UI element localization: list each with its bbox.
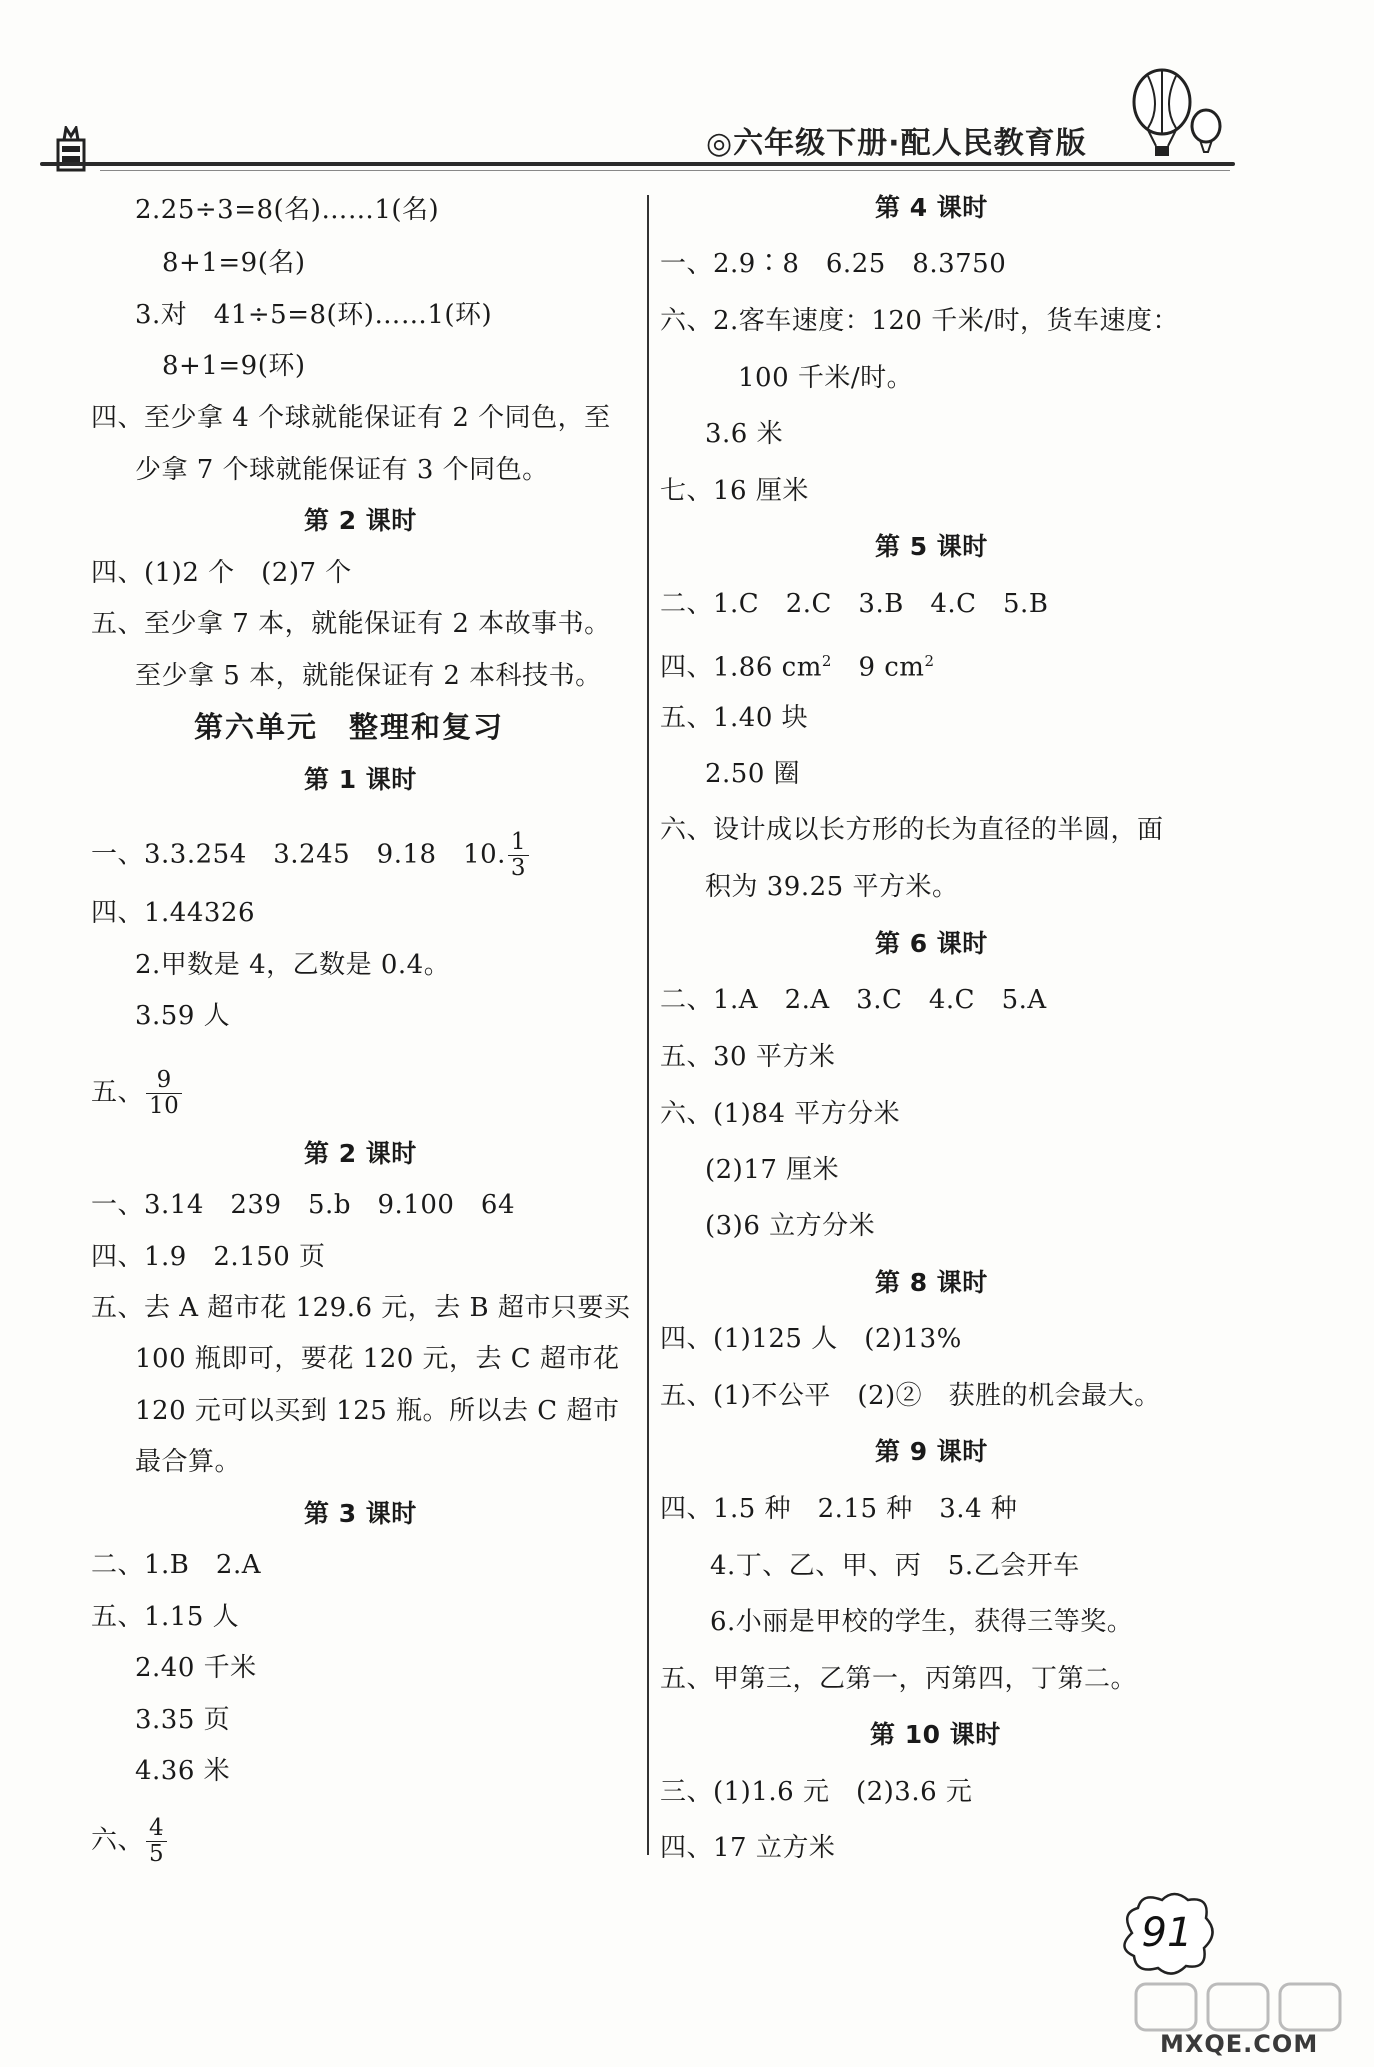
fraction bbox=[146, 1068, 182, 1119]
fraction-denominator: 3 bbox=[510, 855, 527, 881]
superscript: 2 bbox=[821, 652, 832, 670]
answer-line: 四、1.5 种 2.15 种 3.4 种 bbox=[660, 1494, 1018, 1524]
column-divider bbox=[647, 195, 649, 1855]
answer-line bbox=[660, 645, 935, 684]
answer-line: 8+1=9(名) bbox=[162, 248, 306, 278]
fraction-numerator: 4 bbox=[146, 1816, 167, 1842]
answer-line: 3.对 41÷5=8(环)……1(环) bbox=[135, 300, 493, 330]
lesson-heading: 第 10 课时 bbox=[870, 1720, 1001, 1749]
answer-line: 2.50 圈 bbox=[705, 759, 801, 789]
fraction bbox=[146, 1816, 167, 1867]
answer-line: 一、2.9∶8 6.25 8.3750 bbox=[660, 249, 1007, 279]
answer-line: 8+1=9(环) bbox=[162, 351, 306, 381]
answer-line: 四、(1)2 个 (2)7 个 bbox=[91, 558, 352, 588]
answer-line: 三、(1)1.6 元 (2)3.6 元 bbox=[660, 1777, 973, 1807]
answer-line: 四、1.44326 bbox=[91, 898, 256, 928]
lesson-heading: 第 4 课时 bbox=[875, 193, 988, 222]
answer-text: 四、1.86 cm bbox=[660, 652, 822, 683]
answer-line: 少拿 7 个球就能保证有 3 个同色。 bbox=[135, 455, 549, 485]
header-rule bbox=[40, 162, 1235, 166]
answer-line: 五、30 平方米 bbox=[660, 1042, 836, 1072]
fraction-numerator: 1 bbox=[508, 830, 529, 856]
answer-line: 五、甲第三，乙第一，丙第四，丁第二。 bbox=[660, 1664, 1138, 1694]
answer-line: 二、1.A 2.A 3.C 4.C 5.A bbox=[660, 985, 1047, 1015]
unit-heading: 第六单元 整理和复习 bbox=[194, 710, 505, 744]
fraction-numerator: 9 bbox=[146, 1068, 182, 1094]
answer-line: 七、16 厘米 bbox=[660, 476, 809, 506]
answer-line: 六、设计成以长方形的长为直径的半圆，面 bbox=[660, 815, 1164, 845]
watermark-text: MXQE.COM bbox=[1160, 2030, 1319, 2058]
answer-line: 一、3.14 239 5.b 9.100 64 bbox=[91, 1190, 515, 1220]
answer-line: 4.丁、乙、甲、丙 5.乙会开车 bbox=[710, 1551, 1080, 1581]
header-title: ◎六年级下册·配人民教育版 bbox=[706, 126, 1087, 161]
answer-line: 最合算。 bbox=[135, 1447, 242, 1477]
answer-line: 积为 39.25 平方米。 bbox=[705, 872, 959, 902]
page-number: 91 bbox=[1141, 1910, 1193, 1956]
answer-line: 二、1.C 2.C 3.B 4.C 5.B bbox=[660, 589, 1049, 619]
answer-line: 二、1.B 2.A bbox=[91, 1550, 261, 1580]
answer-line bbox=[91, 830, 531, 881]
answer-line: 五、(1)不公平 (2)② 获胜的机会最大。 bbox=[660, 1381, 1161, 1411]
hot-air-balloon-icon bbox=[1128, 66, 1228, 166]
answer-line: 四、1.9 2.150 页 bbox=[91, 1242, 326, 1272]
fraction-denominator: 5 bbox=[149, 1841, 165, 1867]
answer-line: 6.小丽是甲校的学生，获得三等奖。 bbox=[710, 1607, 1134, 1637]
lesson-heading: 第 6 课时 bbox=[875, 929, 988, 958]
answer-line: 四、至少拿 4 个球就能保证有 2 个同色，至 bbox=[91, 403, 611, 433]
answer-line: 4.36 米 bbox=[135, 1756, 231, 1786]
answer-line bbox=[91, 1068, 184, 1119]
answer-line: 四、(1)125 人 (2)13% bbox=[660, 1324, 962, 1354]
answer-line: 3.59 人 bbox=[135, 1001, 231, 1031]
answer-line: 2.甲数是 4，乙数是 0.4。 bbox=[135, 950, 451, 980]
answer-line: 100 瓶即可，要花 120 元，去 C 超市花 bbox=[135, 1344, 620, 1374]
lesson-heading: 第 8 课时 bbox=[875, 1268, 988, 1297]
answer-line: 五、1.15 人 bbox=[91, 1602, 240, 1632]
lesson-heading: 第 1 课时 bbox=[304, 765, 417, 794]
lesson-heading: 第 9 课时 bbox=[875, 1437, 988, 1466]
fraction-denominator: 10 bbox=[149, 1093, 180, 1119]
answer-line: (2)17 厘米 bbox=[705, 1155, 840, 1185]
lesson-heading: 第 2 课时 bbox=[304, 1139, 417, 1168]
answer-text: 一、3.3.254 3.245 9.18 10. bbox=[91, 839, 506, 870]
lesson-heading: 第 2 课时 bbox=[304, 506, 417, 535]
answer-line: 3.35 页 bbox=[135, 1705, 231, 1735]
answer-line bbox=[91, 1816, 169, 1867]
fraction bbox=[508, 830, 529, 881]
answer-text: 9 cm bbox=[858, 652, 925, 683]
answer-line: 2.25÷3=8(名)……1(名) bbox=[135, 195, 440, 225]
answer-line: 五、去 A 超市花 129.6 元，去 B 超市只要买 bbox=[91, 1293, 631, 1323]
answer-line: 五、至少拿 7 本，就能保证有 2 本故事书。 bbox=[91, 609, 611, 639]
answer-line: 六、(1)84 平方分米 bbox=[660, 1099, 901, 1129]
header-rule-thin bbox=[100, 170, 1230, 171]
answer-line: 100 千米/时。 bbox=[738, 363, 914, 393]
lesson-heading: 第 5 课时 bbox=[875, 532, 988, 561]
answer-line: 120 元可以买到 125 瓶。所以去 C 超市 bbox=[135, 1396, 620, 1426]
answer-line: 五、1.40 块 bbox=[660, 703, 809, 733]
answer-line: (3)6 立方分米 bbox=[705, 1211, 876, 1241]
answer-line: 六、2.客车速度：120 千米/时，货车速度： bbox=[660, 306, 1179, 336]
lesson-heading: 第 3 课时 bbox=[304, 1499, 417, 1528]
answer-line: 至少拿 5 本，就能保证有 2 本科技书。 bbox=[135, 661, 602, 691]
answer-line: 3.6 米 bbox=[705, 419, 784, 449]
answer-line: 四、17 立方米 bbox=[660, 1833, 836, 1863]
answer-text: 五、 bbox=[91, 1077, 145, 1108]
page-number-badge bbox=[1112, 1888, 1222, 1978]
answer-text: 六、 bbox=[91, 1825, 145, 1856]
answer-line: 2.40 千米 bbox=[135, 1653, 257, 1683]
superscript: 2 bbox=[924, 652, 935, 670]
